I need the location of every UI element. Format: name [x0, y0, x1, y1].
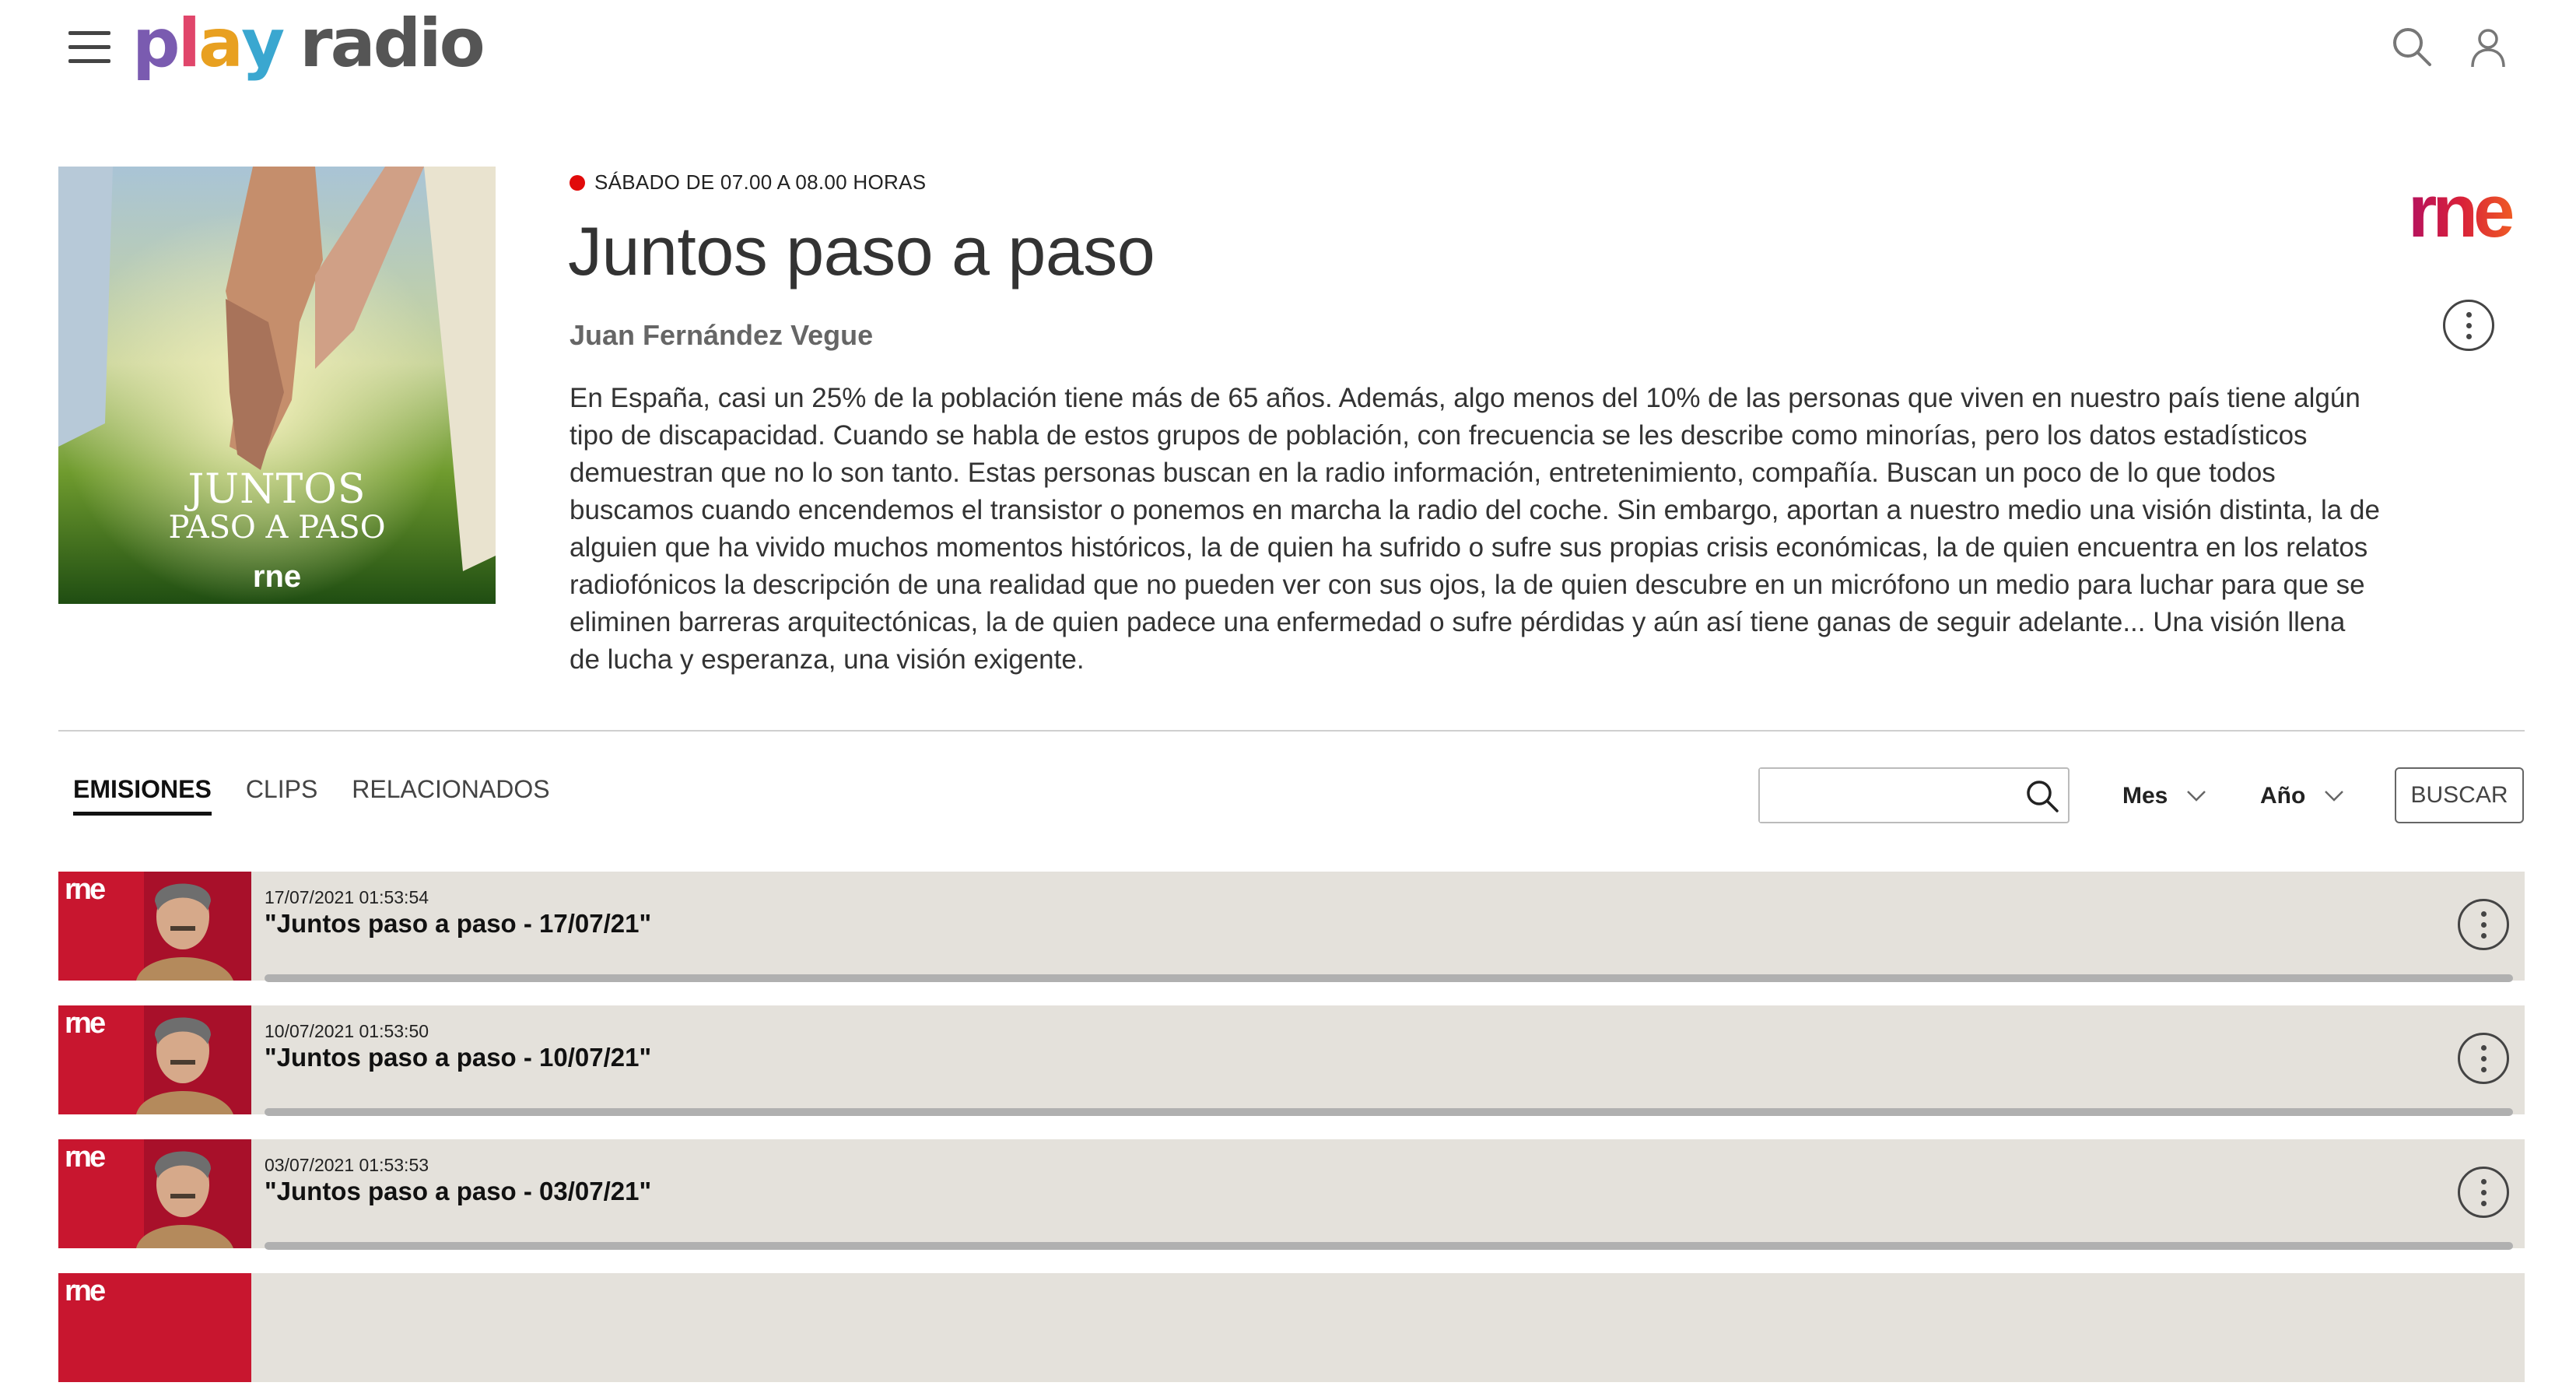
chevron-down-icon [2186, 790, 2206, 802]
buscar-button[interactable]: BUSCAR [2395, 767, 2524, 823]
episode-thumbnail [58, 1005, 251, 1114]
episode-title[interactable]: "Juntos paso a paso - 03/07/21" [265, 1177, 652, 1205]
episode-date: 10/07/2021 01:53:50 [265, 1021, 429, 1041]
program-more-options-button[interactable] [2443, 300, 2494, 351]
tab-relacionados[interactable]: RELACIONADOS [352, 775, 550, 803]
rne-channel-logo[interactable] [2408, 170, 2526, 255]
episode-more-options-button[interactable] [2458, 899, 2509, 950]
program-cover-image [58, 167, 496, 604]
user-icon[interactable] [2465, 23, 2511, 70]
top-bar [0, 0, 2576, 101]
search-icon[interactable] [2388, 23, 2435, 70]
cover-title-line2: PASO A PASO [168, 510, 386, 546]
play-radio-logo[interactable] [132, 5, 483, 90]
rne-logo-text: rne [2408, 170, 2511, 253]
schedule-text: SÁBADO DE 07.00 A 08.00 HORAS [594, 170, 927, 194]
program-description: En España, casi un 25% de la población tiene más de 65 años. Además, algo menos del 10% de las personas que viven en nuestro país tiene algún tipo de discapacidad. Cuando se habla de estos grupos de población, con frecuencia se les describe como minorías, pero los datos estadísticos demuestran que no lo son tanto. Estas personas buscan en la radio información, entretenimiento, compañía. Buscan un poco de lo que todos buscamos cuando encendemos el transistor o ponemos en marcha la radio del coche. Sin embargo, aportan a nuestro medio una visión distinta, la de alguien que ha vivido muchos momentos históricos, la de quien ha sufrido o sufre sus propias crisis económicas, la de quien encuentra en los relatos radiofónicos la descripción de una realidad que no pueden ver con sus ojos, la de quien descubre en un micrófono un medio para luchar para que se eliminen barreras arquitectónicas, la de quien padece una enfermedad o sufre pérdidas y aún así tiene ganas de seguir adelante... Una visión llena de lucha y esperanza, una visión exigente. [570, 383, 2380, 675]
menu-icon[interactable] [68, 31, 110, 65]
year-select[interactable] [2260, 777, 2344, 816]
episode-row[interactable] [58, 1005, 2525, 1114]
episode-row[interactable] [58, 1273, 2525, 1382]
tab-emisiones[interactable]: EMISIONES [73, 775, 212, 816]
episode-row[interactable] [58, 1139, 2525, 1248]
episode-progress-bar[interactable] [265, 974, 2513, 982]
episode-search-input[interactable] [1760, 769, 2017, 822]
chevron-down-icon [2324, 790, 2344, 802]
search-icon[interactable] [2024, 778, 2060, 814]
live-dot-icon [570, 175, 585, 191]
month-select-label: Mes [2122, 783, 2168, 809]
cover-title-line1: JUNTOS [188, 466, 366, 513]
tab-clips[interactable]: CLIPS [245, 775, 318, 803]
episode-date: 17/07/2021 01:53:54 [265, 887, 429, 907]
rne-thumb-logo: rne [65, 1007, 104, 1040]
episode-date: 03/07/2021 01:53:53 [265, 1155, 429, 1175]
logo-letter: a [198, 5, 242, 82]
cover-brand-logo: rne [252, 560, 302, 594]
logo-letter: p [132, 5, 178, 82]
episode-more-options-button[interactable] [2458, 1167, 2509, 1218]
episode-thumbnail [58, 1139, 251, 1248]
rne-thumb-logo: rne [65, 1275, 104, 1307]
episode-search-box [1758, 767, 2070, 823]
rne-thumb-logo: rne [65, 1141, 104, 1174]
episode-title[interactable]: "Juntos paso a paso - 10/07/21" [265, 1043, 652, 1072]
logo-letter: y [241, 5, 283, 82]
broadcast-schedule [570, 170, 926, 195]
episode-title[interactable]: "Juntos paso a paso - 17/07/21" [265, 909, 652, 938]
logo-radio-text: radio [300, 5, 483, 82]
program-presenter: Juan Fernández Vegue [570, 319, 874, 351]
episode-progress-bar[interactable] [265, 1242, 2513, 1250]
episode-more-options-button[interactable] [2458, 1033, 2509, 1084]
rne-thumb-logo: rne [65, 873, 104, 906]
logo-letter: l [177, 5, 199, 82]
content-tabs [73, 775, 550, 816]
program-title: Juntos paso a paso [568, 212, 1155, 289]
month-select[interactable] [2122, 777, 2206, 816]
episode-progress-bar[interactable] [265, 1108, 2513, 1116]
year-select-label: Año [2260, 783, 2306, 809]
episode-thumbnail [58, 1273, 251, 1382]
section-divider [58, 730, 2525, 732]
episode-row[interactable] [58, 872, 2525, 981]
episode-thumbnail [58, 872, 251, 981]
